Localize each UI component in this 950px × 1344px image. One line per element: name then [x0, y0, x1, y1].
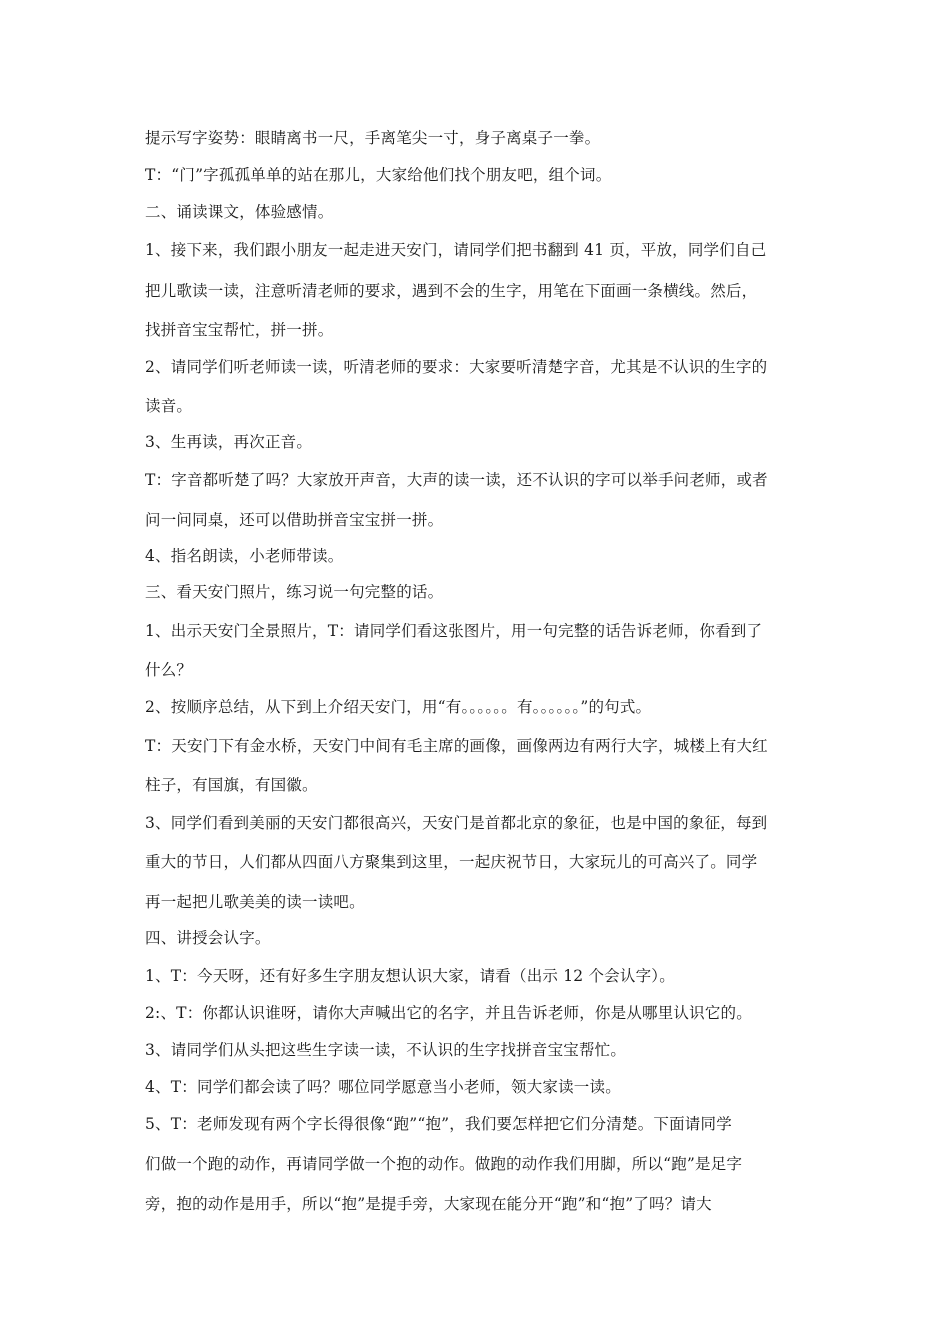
text-line: 5、T：老师发现有两个字长得很像“跑”“抱”，我们要怎样把它们分清楚。下面请同学: [145, 1115, 732, 1133]
text-line: 找拼音宝宝帮忙，拼一拼。: [145, 321, 334, 339]
text-line: 4、T：同学们都会读了吗？哪位同学愿意当小老师，领大家读一读。: [145, 1078, 621, 1096]
section-heading: 四、讲授会认字。: [145, 929, 271, 947]
text-line: 旁，抱的动作是用手，所以“抱”是提手旁，大家现在能分开“跑”和“抱”了吗？请大: [145, 1195, 712, 1213]
text-line: T：“门”字孤孤单单的站在那儿，大家给他们找个朋友吧，组个词。: [145, 166, 612, 184]
text-line: 提示写字姿势：眼睛离书一尺，手离笔尖一寸，身子离桌子一拳。: [145, 129, 601, 147]
text-line: 什么？: [145, 661, 193, 679]
text-line: 4、指名朗读，小老师带读。: [145, 547, 344, 565]
text-line: 3、生再读，再次正音。: [145, 433, 313, 451]
text-line: 2、按顺序总结，从下到上介绍天安门，用“有。。。。。。有。。。。。。”的句式。: [145, 698, 652, 716]
text-line: T：字音都听楚了吗？大家放开声音，大声的读一读，还不认识的字可以举手问老师，或者: [145, 471, 768, 489]
text-line: 2、请同学们听老师读一读，听清老师的要求：大家要听清楚字音，尤其是不认识的生字的: [145, 358, 768, 376]
section-heading: 三、看天安门照片，练习说一句完整的话。: [145, 583, 444, 601]
text-line: 重大的节日，人们都从四面八方聚集到这里，一起庆祝节日，大家玩儿的可高兴了。同学: [145, 853, 758, 871]
text-line: 再一起把儿歌美美的读一读吧。: [145, 893, 365, 911]
text-line: 问一问同桌，还可以借助拼音宝宝拼一拼。: [145, 511, 444, 529]
text-line: 读音。: [145, 397, 193, 415]
text-line: 柱子，有国旗，有国徽。: [145, 776, 318, 794]
text-line: 1、接下来，我们跟小朋友一起走进天安门，请同学们把书翻到 41 页，平放，同学们自己: [145, 241, 767, 259]
section-heading: 二、诵读课文，体验感情。: [145, 203, 334, 221]
text-line: 1、T：今天呀，还有好多生字朋友想认识大家，请看（出示 12 个会认字）。: [145, 967, 675, 985]
text-line: 把儿歌读一读，注意听清老师的要求，遇到不会的生字，用笔在下面画一条横线。然后，: [145, 282, 758, 300]
text-line: 3、同学们看到美丽的天安门都很高兴，天安门是首都北京的象征，也是中国的象征，每到: [145, 814, 768, 832]
text-line: 3、请同学们从头把这些生字读一读，不认识的生字找拼音宝宝帮忙。: [145, 1041, 627, 1059]
text-line: T：天安门下有金水桥，天安门中间有毛主席的画像，画像两边有两行大字，城楼上有大红: [145, 737, 768, 755]
text-line: 们做一个跑的动作，再请同学做一个抱的动作。做跑的动作我们用脚，所以“跑”是足字: [145, 1155, 743, 1173]
text-line: 1、出示天安门全景照片，T：请同学们看这张图片，用一句完整的话告诉老师，你看到了: [145, 622, 763, 640]
text-line: 2:、T：你都认识谁呀，请你大声喊出它的名字，并且告诉老师，你是从哪里认识它的。: [145, 1004, 752, 1022]
